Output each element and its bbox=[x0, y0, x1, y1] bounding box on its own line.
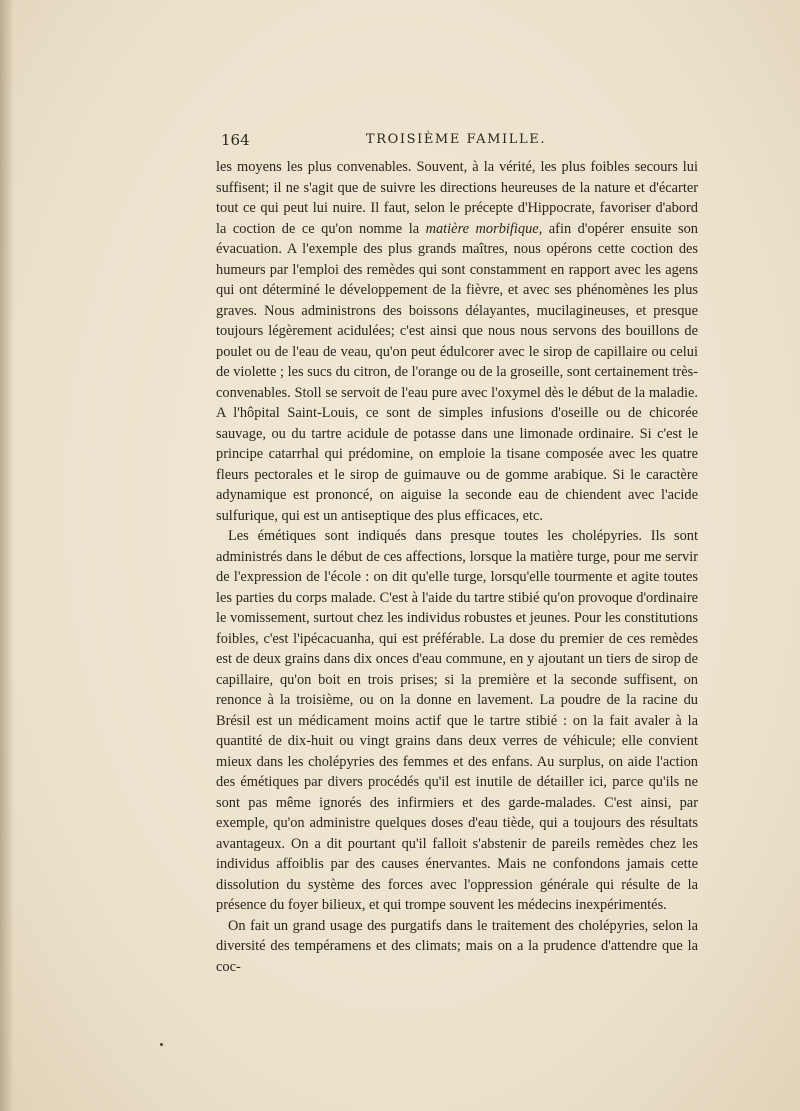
body-text bbox=[216, 157, 698, 977]
italic-term: matière morbifique bbox=[425, 220, 539, 237]
paragraph bbox=[216, 157, 698, 526]
page-number: 164 bbox=[221, 131, 250, 149]
paragraph: On fait un grand usage des purgatifs dans le traitement des cholépyries, selon la diversité des tempéramens et des climats; mais on a la prudence d'attendre que la coc- bbox=[216, 917, 698, 975]
page-header bbox=[221, 131, 691, 151]
paragraph-text: , afin d'opérer ensuite son évacuation. A l'exemple des plus grands maîtres, nous opérons cette coction des humeurs par l'emploi des remèdes qui sont constamment en rapport avec les agens qui ont déterminé le développement de la fièvre, et avec ses phénomènes les plus graves. Nous administrons des boissons délayantes, mucilagineuses, et presque toujours légèrement acidulées; c'est ainsi que nous nous servons des bouillons de poulet ou de l'eau de veau, qu'on peut édulcorer avec le sirop de capillaire ou celui de violette ; les sucs du citron, de l'orange ou de la groseille, sont certainement très-convenables. Stoll se servoit de l'eau pure avec l'oxymel dès le début de la maladie. A l'hôpital Saint-Louis, ce sont de simples infusions d'oseille ou de chicorée sauvage, ou du tartre acidule de potasse dans une limonade ordinaire. Si c'est le principe catarrhal qui prédomine, on emploie la tisane composée avec les quatre fleurs pectorales et le sirop de guimauve ou de gomme arabique. Si le caractère adynamique est prononcé, on aiguise la seconde eau de chiendent avec l'acide sulfurique, qui est un antiseptique des plus efficaces, etc. bbox=[216, 220, 698, 524]
running-title: TROISIÈME FAMILLE. bbox=[365, 132, 547, 147]
binding-shadow bbox=[0, 0, 14, 1111]
ink-speck bbox=[160, 1043, 163, 1046]
paragraph: Les émétiques sont indiqués dans presque toutes les cholépyries. Ils sont administrés dans le début de ces affections, lorsque la matière turge, pour me servir de l'expression de l'école : on dit qu'elle turge, lorsqu'elle tourmente et agite toutes les parties du corps malade. C'est à l'aide du tartre stibié qu'on provoque d'ordinaire le vomissement, surtout chez les individus robustes et jeunes. Pour les constitutions foibles, c'est l'ipécacuanha, qui est préférable. La dose du premier de ces remèdes est de deux grains dans dix onces d'eau commune, en y ajoutant un tiers de sirop de capillaire, qu'on boit en trois prises; si la première et la seconde suffisent, on renonce à la troisième, ou on la donne en lavement. La poudre de la racine du Brésil est un médicament moins actif que le tartre stibié : on la fait avaler à la quantité de dix-huit ou vingt grains dans deux verres de véhicule; elle convient mieux dans les cholépyries des femmes et des enfans. Au surplus, on aide l'action des émétiques par divers procédés qu'il est inutile de détailler ici, parce qu'ils ne sont pas même ignorés des infirmiers et des garde-malades. C'est ainsi, par exemple, qu'on administre quelques doses d'eau tiède, qui a toujours des résultats avantageux. On a dit pourtant qu'il falloit s'abstenir de pareils remèdes chez les individus affoiblis par des causes énervantes. Mais ne confondons jamais cette dissolution du système des forces avec l'oppression générale qui résulte de la présence du foyer bilieux, et qui trompe souvent les médecins inexpérimentés. bbox=[216, 528, 698, 913]
paragraph-text: les moyens les plus convenables. Souvent, à la vérité, les plus foibles secours lui suffisent; il ne s'agit que de suivre les directions heureuses de la nature et d'écarter tout ce qui peut lui nuire. Il faut, selon le précepte d'Hippocrate, favoriser d'abord la coction de ce qu'on nomme la bbox=[216, 159, 698, 237]
